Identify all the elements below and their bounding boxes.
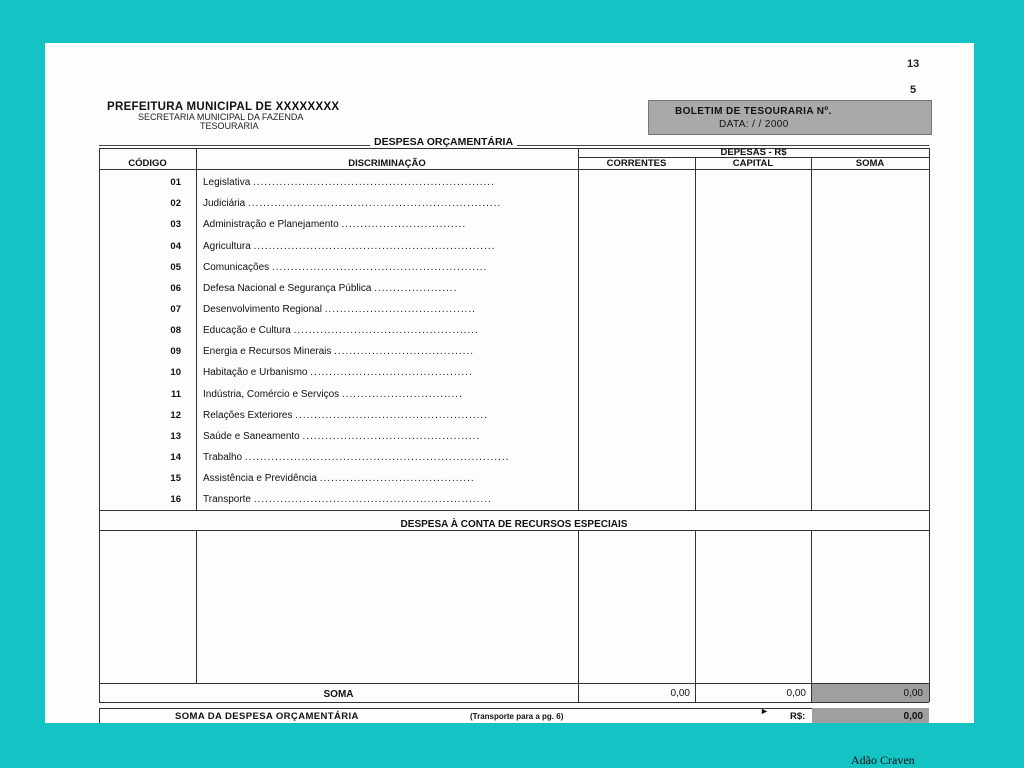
row-label: [203, 283, 558, 294]
total-left-border: [99, 708, 100, 723]
row-label-text: Habitação e Urbanismo: [203, 367, 308, 378]
row-code: 09: [170, 346, 181, 357]
footer-author: Adão Craven: [851, 753, 915, 767]
boletim-box: [648, 100, 932, 135]
boletim-number-label: BOLETIM DE TESOURARIA Nº.: [675, 106, 832, 117]
row-label: [203, 304, 558, 315]
row-label-text: Trabalho: [203, 452, 243, 463]
row-label: [203, 262, 558, 273]
row-label-text: Agricultura: [203, 241, 251, 252]
row-label-text: Indústria, Comércio e Serviços: [203, 389, 340, 400]
lower-right-border: [929, 530, 930, 683]
row-leader-dots: ...................................................: [295, 410, 488, 421]
total-value: 0,00: [903, 711, 923, 722]
row-label: [203, 473, 558, 484]
column-header-soma: SOMA: [855, 158, 885, 169]
row-leader-dots: ...........................................: [310, 367, 473, 378]
row-leader-dots: ................................................................: [253, 177, 495, 188]
row-label-text: Desenvolvimento Regional: [203, 304, 322, 315]
total-currency-label: R$:: [790, 711, 806, 722]
page-number-top: 13: [907, 58, 920, 70]
header-title: PREFEITURA MUNICIPAL DE XXXXXXXX: [107, 101, 340, 113]
row-leader-dots: ......................................................................: [244, 452, 510, 463]
row-label: [203, 452, 558, 463]
especiais-section-title: DESPESA À CONTA DE RECURSOS ESPECIAIS: [400, 519, 628, 530]
soma-correntes-value: 0,00: [670, 688, 690, 699]
codigo-divider: [196, 148, 197, 510]
lower-left-border: [99, 530, 100, 683]
row-code: 08: [170, 325, 181, 336]
soma-row-label: SOMA: [323, 689, 354, 700]
row-leader-dots: ...............................................................: [253, 494, 492, 505]
header-subtitle-tesouraria: TESOURARIA: [200, 121, 259, 131]
row-label: [203, 431, 558, 442]
row-code: 04: [170, 241, 181, 252]
row-leader-dots: ...............................................: [302, 431, 481, 442]
group-header-despesas: DEPESAS - R$: [720, 147, 787, 158]
row-code: 01: [170, 177, 181, 188]
row-code: 14: [170, 452, 181, 463]
row-code: 12: [170, 410, 181, 421]
column-header-correntes: CORRENTES: [606, 158, 667, 169]
row-code: 06: [170, 283, 181, 294]
soma-bottom-border: [99, 702, 929, 703]
correntes-divider: [695, 157, 696, 510]
row-code: 16: [170, 494, 181, 505]
row-leader-dots: .........................................: [319, 473, 475, 484]
lower-codigo-divider: [196, 530, 197, 683]
row-label-text: Educação e Cultura: [203, 325, 291, 336]
row-code: 03: [170, 219, 181, 230]
total-label: SOMA DA DESPESA ORÇAMENTÁRIA: [175, 711, 359, 722]
row-label-text: Administração e Planejamento: [203, 219, 339, 230]
total-transport-note: (Transporte para a pg. 6): [470, 712, 564, 721]
row-label-text: Relações Exteriores: [203, 410, 293, 421]
boletim-date-label: DATA: / / 2000: [719, 119, 789, 130]
row-label-text: Defesa Nacional e Segurança Pública: [203, 283, 372, 294]
discriminacao-divider: [578, 148, 579, 510]
row-label: [203, 241, 558, 252]
row-label: [203, 219, 558, 230]
row-code: 15: [170, 473, 181, 484]
row-leader-dots: ...................................................................: [248, 198, 502, 209]
row-leader-dots: ......................: [374, 283, 458, 294]
table-right-border: [929, 148, 930, 510]
row-code: 05: [170, 262, 181, 273]
column-header-capital: CAPITAL: [732, 158, 774, 169]
soma-top-border: [99, 683, 929, 684]
row-leader-dots: ........................................: [324, 304, 476, 315]
row-label: [203, 198, 558, 209]
row-code: 13: [170, 431, 181, 442]
lower-discriminacao-divider: [578, 530, 579, 683]
section-title: DESPESA ORÇAMENTÁRIA: [370, 136, 517, 148]
row-leader-dots: .........................................................: [271, 262, 488, 273]
row-label: [203, 410, 558, 421]
row-label: [203, 367, 558, 378]
row-code: 10: [170, 367, 181, 378]
document-page: [45, 43, 974, 723]
row-label-text: Transporte: [203, 494, 251, 505]
header-bottom-border: [99, 169, 929, 170]
especiais-bottom-border: [99, 530, 929, 531]
row-label-text: Judiciária: [203, 198, 246, 209]
lower-capital-divider: [811, 530, 812, 683]
row-label-text: Energia e Recursos Minerais: [203, 346, 332, 357]
row-code: 11: [170, 389, 181, 400]
especiais-top-border: [99, 510, 929, 511]
page-number-second: 5: [910, 84, 917, 96]
arrow-right-icon: ►: [760, 706, 769, 716]
row-code: 02: [170, 198, 181, 209]
row-leader-dots: ................................: [341, 389, 463, 400]
soma-capital-value: 0,00: [786, 688, 806, 699]
column-header-codigo: CÓDIGO: [128, 158, 167, 169]
row-label: [203, 494, 558, 505]
row-label: [203, 177, 558, 188]
capital-divider: [811, 157, 812, 510]
row-label: [203, 389, 558, 400]
row-leader-dots: .................................: [341, 219, 467, 230]
row-label-text: Assistência e Previdência: [203, 473, 317, 484]
row-label-text: Comunicações: [203, 262, 270, 273]
row-label-text: Legislativa: [203, 177, 251, 188]
row-label-text: Saúde e Saneamento: [203, 431, 300, 442]
row-leader-dots: .................................................: [293, 325, 479, 336]
row-label: [203, 325, 558, 336]
row-leader-dots: ................................................................: [253, 241, 496, 252]
row-leader-dots: .....................................: [334, 346, 474, 357]
row-code: 07: [170, 304, 181, 315]
lower-correntes-divider: [695, 530, 696, 683]
header-subtitle-secretaria: SECRETARIA MUNICIPAL DA FAZENDA: [138, 112, 304, 122]
especiais-right-border: [929, 510, 930, 530]
soma-total-value: 0,00: [903, 688, 923, 699]
column-header-discriminacao: DISCRIMINAÇÃO: [348, 158, 426, 169]
soma-right-border: [929, 683, 930, 702]
row-label: [203, 346, 558, 357]
total-top-border: [99, 708, 929, 709]
